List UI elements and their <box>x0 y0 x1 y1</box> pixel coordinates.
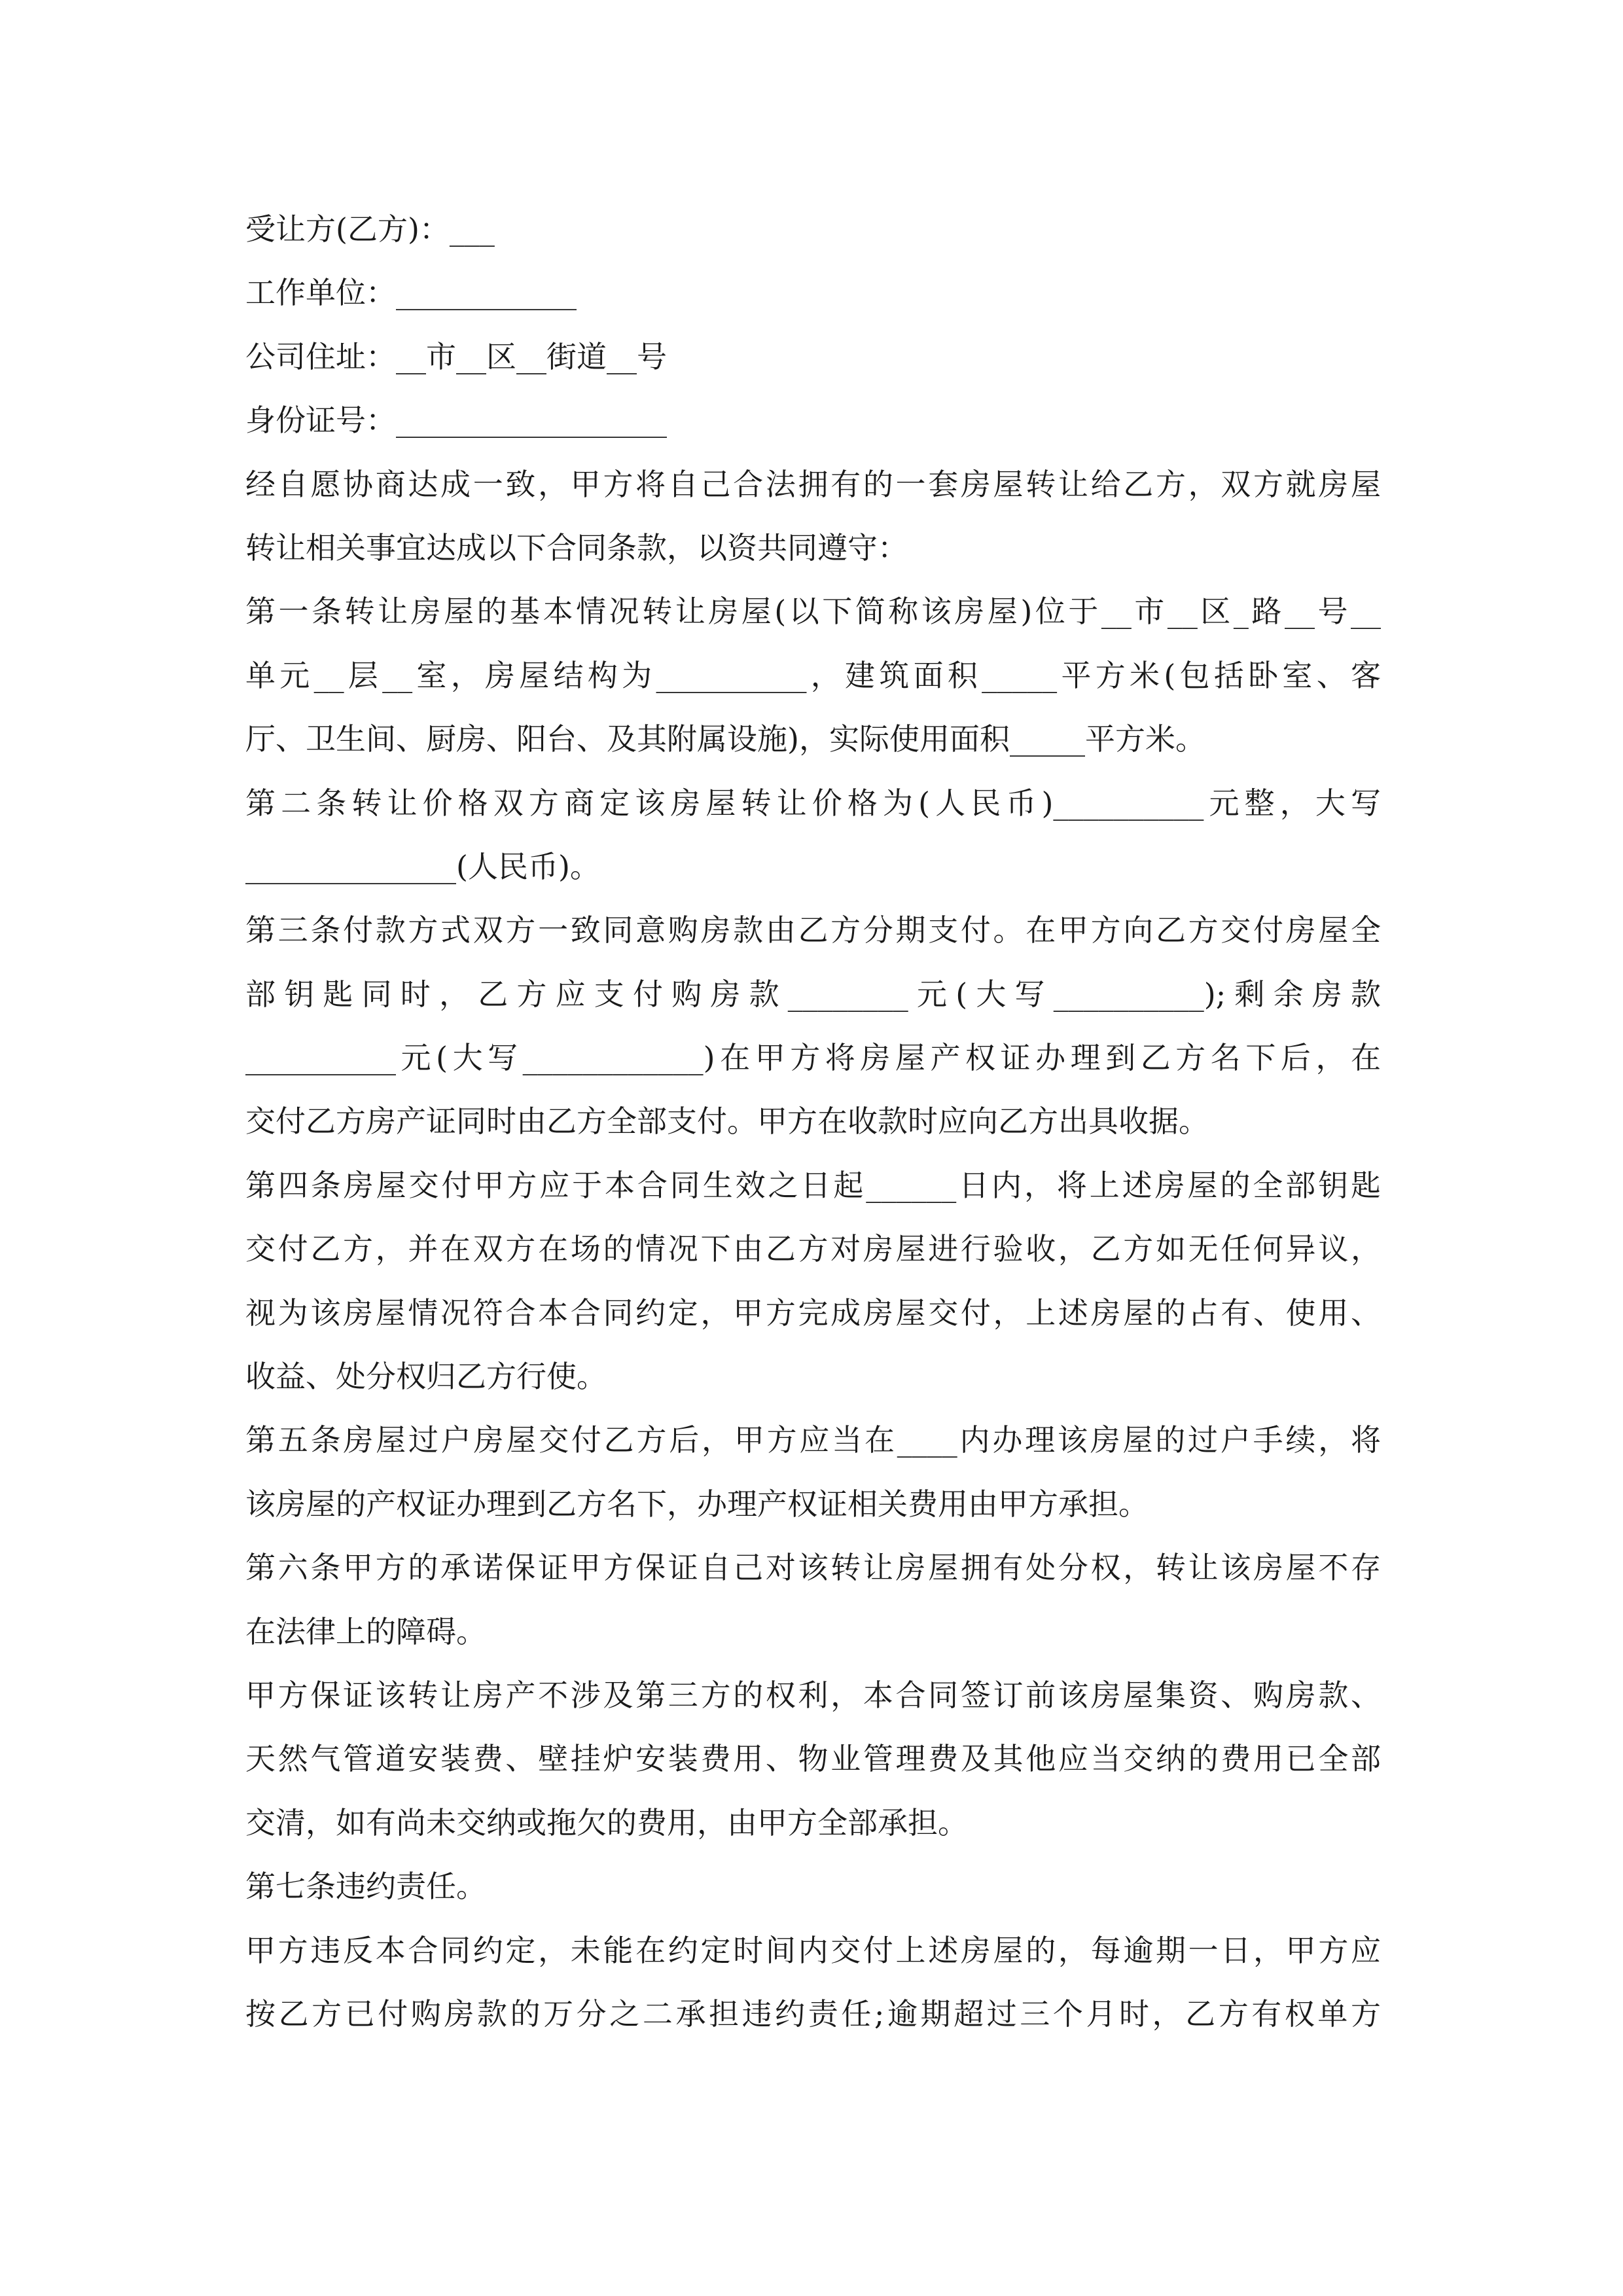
text-line: 工作单位：____________ <box>245 275 577 311</box>
text-line: 第六条甲方的承诺保证甲方保证自己对该转让房屋拥有处分权，转让该房屋不存 <box>245 1550 1381 1586</box>
text-line: 交付乙方，并在双方在场的情况下由乙方对房屋进行验收，乙方如无任何异议， <box>245 1231 1381 1267</box>
text-line: 厅、卫生间、厨房、阳台、及其附属设施)，实际使用面积_____平方米。 <box>245 721 1205 757</box>
text-line: 交付乙方房产证同时由乙方全部支付。甲方在收款时应向乙方出具收据。 <box>245 1103 1209 1139</box>
text-line: 甲方保证该转让房产不涉及第三方的权利，本合同签订前该房屋集资、购房款、 <box>245 1677 1381 1713</box>
text-line: 部钥匙同时，乙方应支付购房款________元(大写__________);剩余房款 <box>245 976 1381 1012</box>
text-line: 第三条付款方式双方一致同意购房款由乙方分期支付。在甲方向乙方交付房屋全 <box>245 912 1381 948</box>
text-line: __________元(大写____________)在甲方将房屋产权证办理到乙方名下后，在 <box>245 1040 1381 1076</box>
text-line: 该房屋的产权证办理到乙方名下，办理产权证相关费用由甲方承担。 <box>245 1486 1149 1522</box>
text-line: 公司住址：__市__区__街道__号 <box>245 338 667 374</box>
text-line: 受让方(乙方)：___ <box>245 211 495 247</box>
text-line: ______________(人民币)。 <box>245 848 600 884</box>
text-line: 第一条转让房屋的基本情况转让房屋(以下简称该房屋)位于__市__区_路__号__ <box>245 594 1381 630</box>
text-line: 第五条房屋过户房屋交付乙方后，甲方应当在____内办理该房屋的过户手续，将 <box>245 1422 1381 1458</box>
text-line: 甲方违反本合同约定，未能在约定时间内交付上述房屋的，每逾期一日，甲方应 <box>245 1932 1381 1968</box>
text-line: 第七条违约责任。 <box>245 1869 486 1905</box>
text-line: 第二条转让价格双方商定该房屋转让价格为(人民币)__________元整，大写 <box>245 785 1381 821</box>
text-line: 身份证号：__________________ <box>245 403 667 439</box>
text-line: 天然气管道安装费、壁挂炉安装费用、物业管理费及其他应当交纳的费用已全部 <box>245 1741 1381 1777</box>
text-line: 收益、处分权归乙方行使。 <box>245 1359 607 1395</box>
text-line: 单元__层__室，房屋结构为__________，建筑面积_____平方米(包括卧室、客 <box>245 657 1381 693</box>
text-line: 在法律上的障碍。 <box>245 1613 486 1649</box>
text-line: 视为该房屋情况符合本合同约定，甲方完成房屋交付，上述房屋的占有、使用、 <box>245 1295 1381 1331</box>
text-line: 交清，如有尚未交纳或拖欠的费用，由甲方全部承担。 <box>245 1804 968 1840</box>
text-line: 按乙方已付购房款的万分之二承担违约责任;逾期超过三个月时，乙方有权单方 <box>245 1996 1381 2032</box>
text-line: 转让相关事宜达成以下合同条款，以资共同遵守： <box>245 529 908 565</box>
text-line: 经自愿协商达成一致，甲方将自己合法拥有的一套房屋转让给乙方，双方就房屋 <box>245 466 1381 502</box>
contract-body <box>245 198 1381 2046</box>
text-line: 第四条房屋交付甲方应于本合同生效之日起______日内，将上述房屋的全部钥匙 <box>245 1167 1381 1203</box>
